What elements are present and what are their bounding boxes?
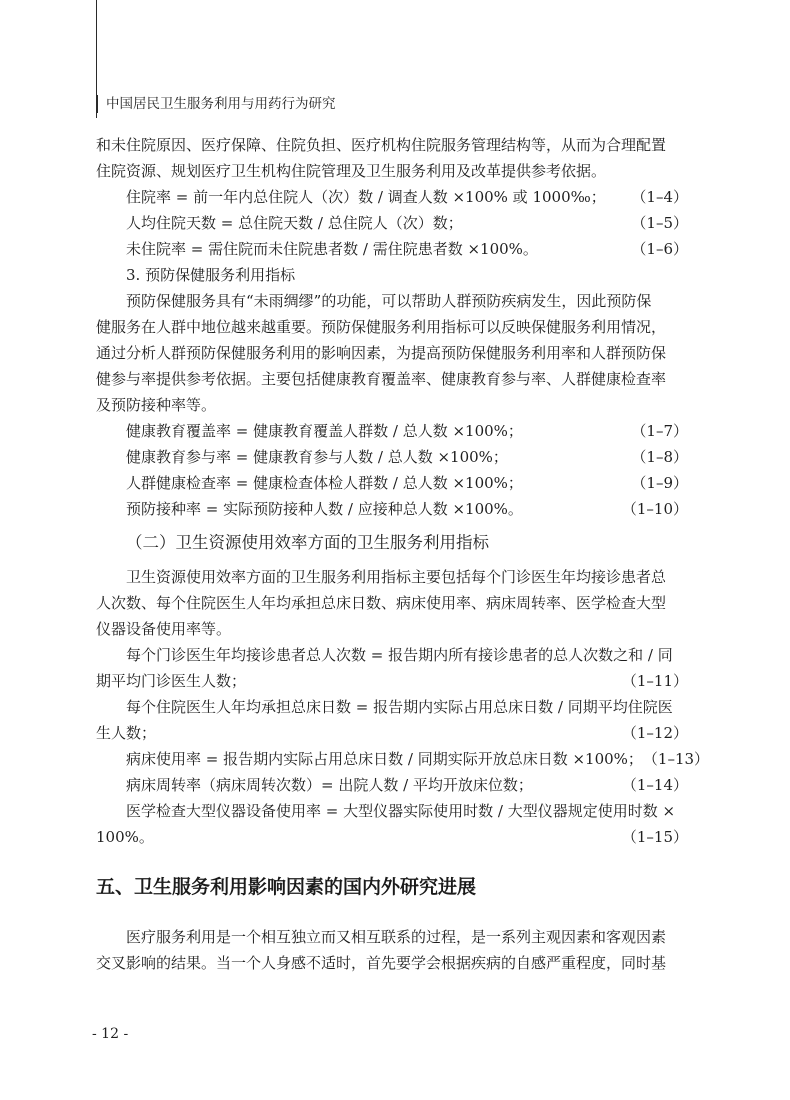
formula-text: 期平均门诊医生人数；: [96, 672, 247, 690]
formula-number: （1–14）: [621, 776, 688, 794]
running-head: 中国居民卫生服务利用与用药行为研究: [96, 95, 336, 113]
formula-text: 人均住院天数 = 总住院天数 / 总住院人（次）数；: [126, 214, 463, 232]
formula-1-7: [96, 418, 688, 444]
formula-number: （1–11）: [621, 672, 688, 690]
paragraph-line: 预防保健服务具有“未雨绸缪”的功能，可以帮助人群预防疾病发生，因此预防保: [126, 292, 652, 310]
formula-number: （1–5）: [631, 214, 688, 232]
formula-1-11-line1: 每个门诊医生年均接诊患者总人次数 = 报告期内所有接诊患者的总人次数之和 / 同: [126, 646, 673, 664]
formula-number: （1–7）: [631, 422, 688, 440]
paragraph-line: 通过分析人群预防保健服务利用的影响因素，为提高预防保健服务利用率和人群预防保: [96, 344, 667, 362]
formula-text: 健康教育参与率 = 健康教育参与人数 / 总人数 ×100%；: [126, 448, 508, 466]
paragraph-line: 住院资源、规划医疗卫生机构住院管理及卫生服务利用及改革提供参考依据。: [96, 162, 607, 180]
formula-1-12-line1: 每个住院医生人年均承担总床日数 = 报告期内实际占用总床日数 / 同期平均住院医: [126, 698, 673, 716]
formula-1-12-line2: [96, 720, 688, 746]
formula-1-10: [96, 496, 688, 522]
formula-1-11-line2: [96, 668, 688, 694]
formula-1-4: [96, 184, 688, 210]
subsection-heading: 3. 预防保健服务利用指标: [126, 266, 296, 284]
paragraph-line: 及预防接种率等。: [96, 396, 217, 414]
paragraph-line: 交叉影响的结果。当一个人身感不适时，首先要学会根据疾病的自感严重程度，同时基: [96, 954, 667, 972]
paragraph-line: 卫生资源使用效率方面的卫生服务利用指标主要包括每个门诊医生年均接诊患者总: [126, 568, 667, 586]
formula-number: （1–9）: [631, 474, 688, 492]
formula-number: （1–8）: [631, 448, 688, 466]
paragraph-line: 健参与率提供参考依据。主要包括健康教育覆盖率、健康教育参与率、人群健康检查率: [96, 370, 667, 388]
formula-number: （1–15）: [621, 828, 688, 846]
section-heading: 五、卫生服务利用影响因素的国内外研究进展: [96, 876, 477, 898]
paragraph-line: 医疗服务利用是一个相互独立而又相互联系的过程，是一系列主观因素和客观因素: [126, 928, 667, 946]
formula-1-14: [96, 772, 688, 798]
formula-text: 病床使用率 = 报告期内实际占用总床日数 / 同期实际开放总床日数 ×100%；: [126, 750, 643, 768]
formula-1-15-line1: 医学检查大型仪器设备使用率 = 大型仪器实际使用时数 / 大型仪器规定使用时数 ×: [126, 802, 676, 820]
paragraph-line: 仪器设备使用率等。: [96, 620, 232, 638]
formula-text: 住院率 = 前一年内总住院人（次）数 / 调查人数 ×100% 或 1000‰；: [126, 188, 606, 206]
formula-1-5: [96, 210, 688, 236]
formula-text: 健康教育覆盖率 = 健康教育覆盖人群数 / 总人数 ×100%；: [126, 422, 523, 440]
formula-text: 预防接种率 = 实际预防接种人数 / 应接种总人数 ×100%。: [126, 500, 523, 518]
formula-1-9: [96, 470, 688, 496]
formula-text: 未住院率 = 需住院而未住院患者数 / 需住院患者数 ×100%。: [126, 240, 538, 258]
formula-text: 100%。: [96, 828, 154, 846]
formula-number: （1–10）: [621, 500, 688, 518]
paragraph-line: 和未住院原因、医疗保障、住院负担、医疗机构住院服务管理结构等，从而为合理配置: [96, 136, 667, 154]
formula-text: 病床周转率（病床周转次数）= 出院人数 / 平均开放床位数；: [126, 776, 533, 794]
formula-number: （1–4）: [631, 188, 688, 206]
page-body: [96, 132, 710, 976]
formula-1-15-line2: [96, 824, 688, 850]
section-subheading: （二）卫生资源使用效率方面的卫生服务利用指标: [126, 533, 489, 552]
formula-1-6: [96, 236, 688, 262]
formula-text: 人群健康检查率 = 健康检查体检人群数 / 总人数 ×100%；: [126, 474, 523, 492]
page-number: - 12 -: [92, 1026, 129, 1042]
paragraph-line: 健服务在人群中地位越来越重要。预防保健服务利用指标可以反映保健服务利用情况，: [96, 318, 667, 336]
formula-1-8: [96, 444, 688, 470]
formula-text: 生人数；: [96, 724, 157, 742]
formula-number: （1–12）: [621, 724, 688, 742]
formula-1-13: [96, 746, 710, 772]
paragraph-line: 人次数、每个住院医生人年均承担总床日数、病床使用率、病床周转率、医学检查大型: [96, 594, 667, 612]
formula-number: （1–6）: [631, 240, 688, 258]
formula-number: （1–13）: [642, 750, 710, 768]
